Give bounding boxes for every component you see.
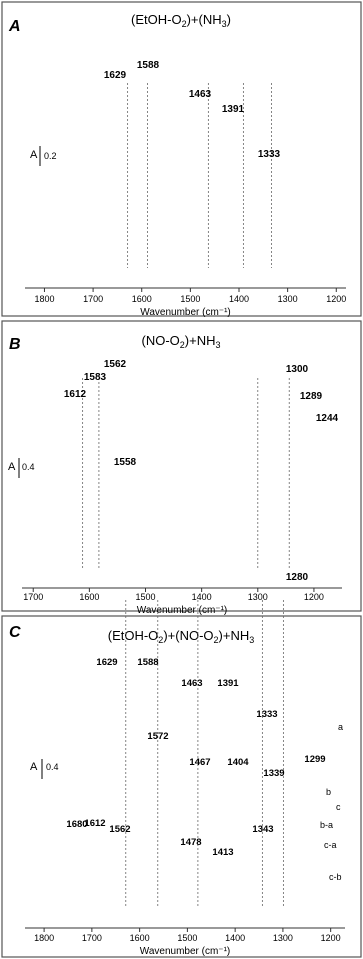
peak-label: 1572 <box>147 731 169 742</box>
scale-label: A <box>8 461 16 473</box>
panel-c-plot <box>25 600 345 957</box>
peak-label: 1463 <box>181 678 203 689</box>
panel-c-frame <box>2 616 361 957</box>
panel-c-letter: C <box>9 624 21 641</box>
peak-label: 1562 <box>109 824 131 835</box>
x-axis-title: Wavenumber (cm⁻¹) <box>140 307 231 318</box>
peak-label: 1289 <box>299 391 323 402</box>
x-tick-label: 1700 <box>23 592 44 602</box>
curve-label: b <box>326 787 332 797</box>
x-tick-label: 1300 <box>247 592 268 602</box>
peak-label: 1612 <box>63 389 87 400</box>
peak-label: 1391 <box>217 678 239 689</box>
x-tick-label: 1600 <box>131 294 152 304</box>
peak-label: 1333 <box>256 709 278 720</box>
x-tick-label: 1700 <box>81 933 102 943</box>
peak-label: 1562 <box>103 359 127 370</box>
x-tick-label: 1400 <box>225 933 246 943</box>
curve-label: c-a <box>324 840 337 850</box>
x-tick-label: 1800 <box>34 294 55 304</box>
peak-label: 1280 <box>285 572 309 583</box>
x-tick-label: 1300 <box>277 294 298 304</box>
curve-label: b-a <box>320 820 334 830</box>
panel-a-title: $(EtOH-O_2)+(NH_3)$ <box>131 12 231 29</box>
x-tick-label: 1300 <box>272 933 293 943</box>
peak-label: 1463 <box>188 89 212 100</box>
x-axis-title: Wavenumber (cm⁻¹) <box>139 946 231 957</box>
panel-b-title: $(NO-O_2)+NH_3$ <box>141 333 221 350</box>
x-tick-label: 1500 <box>177 933 198 943</box>
peak-label: 1343 <box>252 824 274 835</box>
scale-value: 0.2 <box>44 151 57 161</box>
x-tick-label: 1400 <box>228 294 250 304</box>
peak-label: 1299 <box>304 754 326 765</box>
peak-label: 1404 <box>227 757 249 768</box>
curve-label: c-b <box>329 872 342 882</box>
x-tick-label: 1500 <box>180 294 201 304</box>
peak-label: 1588 <box>137 657 159 668</box>
peak-label: 1583 <box>83 372 107 383</box>
peak-label: 1629 <box>96 657 118 668</box>
panel-a-plot <box>25 60 346 318</box>
scale-label: A <box>30 149 38 161</box>
x-tick-label: 1700 <box>83 294 104 304</box>
peak-label: 1467 <box>189 757 211 768</box>
panel-b-letter: B <box>9 336 21 353</box>
scale-value: 0.4 <box>46 762 59 772</box>
peak-label: 1339 <box>263 768 285 779</box>
peak-label: 1588 <box>136 60 160 71</box>
x-tick-label: 1600 <box>129 933 150 943</box>
x-tick-label: 1600 <box>79 592 100 602</box>
scale-label: A <box>30 761 38 773</box>
peak-label: 1244 <box>315 413 339 424</box>
x-tick-label: 1400 <box>191 592 212 602</box>
peak-label: 1478 <box>180 837 202 848</box>
panel-a-letter: A <box>9 18 21 35</box>
x-axis-title: Wavenumber (cm⁻¹) <box>136 605 228 616</box>
peak-label: 1391 <box>221 104 245 115</box>
peak-label: 1558 <box>113 457 137 468</box>
peak-label: 1333 <box>257 149 281 160</box>
peak-label: 1300 <box>285 364 309 375</box>
panel-c-title: $(EtOH-O_2)+(NO-O_2)+NH_3$ <box>107 628 255 645</box>
scale-value: 0.4 <box>22 462 35 472</box>
curve-label: a <box>338 722 344 732</box>
peak-label: 1680 <box>66 819 88 830</box>
x-tick-label: 1200 <box>303 592 324 602</box>
peak-label: 1413 <box>212 847 234 858</box>
curve-label: c <box>336 802 341 812</box>
x-tick-label: 1200 <box>320 933 341 943</box>
x-tick-label: 1500 <box>135 592 156 602</box>
x-tick-label: 1200 <box>326 294 347 304</box>
panel-b-plot <box>8 359 342 616</box>
x-tick-label: 1800 <box>34 933 55 943</box>
peak-label: 1612 <box>84 818 106 829</box>
peak-label: 1629 <box>103 70 127 81</box>
